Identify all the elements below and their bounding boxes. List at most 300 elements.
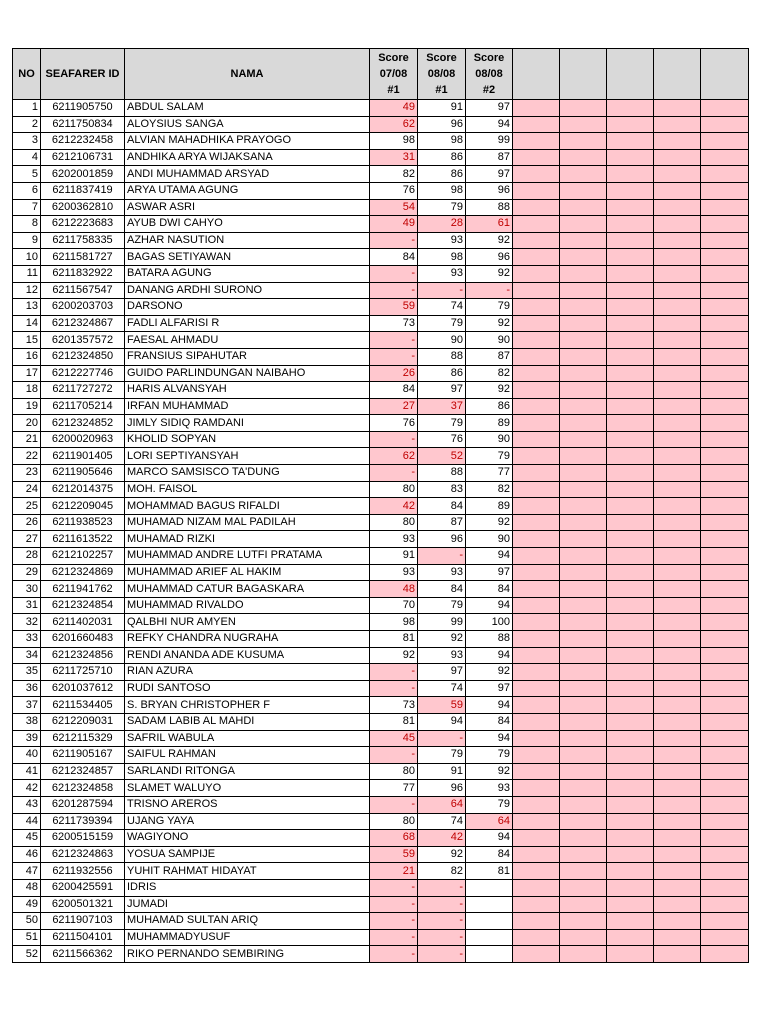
cell-empty[interactable] (654, 564, 701, 581)
cell-empty[interactable] (560, 465, 607, 482)
cell-score-0708-1[interactable]: - (370, 332, 418, 349)
cell-score-0708-1[interactable]: 92 (370, 647, 418, 664)
cell-score-0808-1[interactable]: 96 (418, 531, 466, 548)
cell-empty[interactable] (513, 830, 560, 847)
cell-score-0808-1[interactable]: 52 (418, 448, 466, 465)
cell-empty[interactable] (607, 182, 654, 199)
cell-empty[interactable] (607, 166, 654, 183)
cell-empty[interactable] (560, 879, 607, 896)
cell-score-0808-1[interactable]: 91 (418, 100, 466, 117)
cell-score-0808-2[interactable]: 77 (466, 465, 513, 482)
cell-seafarer-id[interactable]: 6211832922 (41, 265, 125, 282)
cell-empty[interactable] (607, 299, 654, 316)
cell-empty[interactable] (513, 133, 560, 150)
cell-empty[interactable] (607, 780, 654, 797)
cell-score-0708-1[interactable]: - (370, 929, 418, 946)
cell-nama[interactable]: RIAN AZURA (125, 664, 370, 681)
cell-empty[interactable] (701, 498, 749, 515)
cell-nama[interactable]: SAIFUL RAHMAN (125, 747, 370, 764)
cell-nama[interactable]: HARIS ALVANSYAH (125, 382, 370, 399)
cell-seafarer-id[interactable]: 6211727272 (41, 382, 125, 399)
cell-empty[interactable] (607, 846, 654, 863)
cell-empty[interactable] (654, 913, 701, 930)
cell-score-0808-1[interactable]: - (418, 548, 466, 565)
cell-nama[interactable]: ANDHIKA ARYA WIJAKSANA (125, 149, 370, 166)
cell-score-0808-1[interactable]: - (418, 730, 466, 747)
cell-score-0808-1[interactable]: 96 (418, 116, 466, 133)
cell-empty[interactable] (560, 100, 607, 117)
cell-seafarer-id[interactable]: 6212324857 (41, 763, 125, 780)
cell-no[interactable]: 40 (13, 747, 41, 764)
cell-empty[interactable] (607, 332, 654, 349)
cell-empty[interactable] (701, 614, 749, 631)
cell-score-0808-1[interactable]: 87 (418, 514, 466, 531)
cell-empty[interactable] (607, 365, 654, 382)
cell-no[interactable]: 30 (13, 581, 41, 598)
cell-no[interactable]: 8 (13, 216, 41, 233)
cell-empty[interactable] (701, 929, 749, 946)
cell-empty[interactable] (513, 564, 560, 581)
cell-score-0808-2[interactable] (466, 946, 513, 963)
cell-nama[interactable]: RUDI SANTOSO (125, 680, 370, 697)
cell-empty[interactable] (560, 730, 607, 747)
cell-seafarer-id[interactable]: 6211932556 (41, 863, 125, 880)
cell-empty[interactable] (701, 780, 749, 797)
header-empty[interactable] (607, 49, 654, 100)
cell-nama[interactable]: ASWAR ASRI (125, 199, 370, 216)
cell-score-0808-2[interactable]: 84 (466, 713, 513, 730)
cell-empty[interactable] (701, 149, 749, 166)
cell-no[interactable]: 43 (13, 796, 41, 813)
cell-empty[interactable] (513, 531, 560, 548)
cell-empty[interactable] (701, 564, 749, 581)
cell-score-0808-2[interactable]: - (466, 282, 513, 299)
cell-empty[interactable] (701, 548, 749, 565)
cell-score-0808-1[interactable]: 97 (418, 664, 466, 681)
cell-empty[interactable] (701, 796, 749, 813)
cell-empty[interactable] (701, 846, 749, 863)
cell-empty[interactable] (607, 713, 654, 730)
cell-score-0808-1[interactable]: 93 (418, 232, 466, 249)
cell-score-0808-2[interactable]: 81 (466, 863, 513, 880)
cell-empty[interactable] (560, 498, 607, 515)
cell-no[interactable]: 50 (13, 913, 41, 930)
cell-seafarer-id[interactable]: 6211739394 (41, 813, 125, 830)
cell-score-0808-1[interactable]: 74 (418, 680, 466, 697)
cell-empty[interactable] (654, 697, 701, 714)
cell-empty[interactable] (513, 348, 560, 365)
cell-seafarer-id[interactable]: 6200515159 (41, 830, 125, 847)
cell-empty[interactable] (607, 398, 654, 415)
cell-score-0708-1[interactable]: 62 (370, 448, 418, 465)
cell-empty[interactable] (654, 713, 701, 730)
cell-empty[interactable] (560, 830, 607, 847)
cell-empty[interactable] (607, 664, 654, 681)
cell-score-0708-1[interactable]: 91 (370, 548, 418, 565)
cell-no[interactable]: 29 (13, 564, 41, 581)
cell-score-0808-2[interactable]: 96 (466, 182, 513, 199)
header-empty[interactable] (701, 49, 749, 100)
cell-empty[interactable] (560, 664, 607, 681)
cell-no[interactable]: 1 (13, 100, 41, 117)
cell-empty[interactable] (560, 531, 607, 548)
cell-score-0808-1[interactable]: 93 (418, 564, 466, 581)
cell-score-0808-2[interactable]: 79 (466, 299, 513, 316)
cell-score-0808-1[interactable]: 98 (418, 249, 466, 266)
cell-empty[interactable] (513, 697, 560, 714)
cell-score-0708-1[interactable]: 98 (370, 133, 418, 150)
cell-empty[interactable] (560, 747, 607, 764)
cell-empty[interactable] (607, 465, 654, 482)
cell-empty[interactable] (513, 498, 560, 515)
cell-empty[interactable] (701, 133, 749, 150)
cell-score-0708-1[interactable]: 70 (370, 597, 418, 614)
cell-empty[interactable] (654, 299, 701, 316)
cell-nama[interactable]: SLAMET WALUYO (125, 780, 370, 797)
cell-empty[interactable] (654, 846, 701, 863)
cell-empty[interactable] (607, 813, 654, 830)
cell-score-0808-2[interactable]: 92 (466, 315, 513, 332)
cell-score-0808-2[interactable]: 92 (466, 265, 513, 282)
cell-nama[interactable]: REFKY CHANDRA NUGRAHA (125, 631, 370, 648)
cell-seafarer-id[interactable]: 6211613522 (41, 531, 125, 548)
cell-no[interactable]: 26 (13, 514, 41, 531)
cell-score-0808-2[interactable]: 94 (466, 730, 513, 747)
cell-empty[interactable] (513, 249, 560, 266)
cell-score-0708-1[interactable]: 73 (370, 697, 418, 714)
cell-empty[interactable] (513, 647, 560, 664)
cell-score-0808-1[interactable]: 74 (418, 813, 466, 830)
cell-empty[interactable] (513, 514, 560, 531)
header-score-0808-2[interactable] (466, 49, 513, 100)
cell-empty[interactable] (607, 863, 654, 880)
cell-score-0708-1[interactable]: 76 (370, 415, 418, 432)
cell-empty[interactable] (654, 514, 701, 531)
cell-empty[interactable] (607, 116, 654, 133)
cell-empty[interactable] (701, 581, 749, 598)
cell-empty[interactable] (607, 415, 654, 432)
cell-score-0708-1[interactable]: 62 (370, 116, 418, 133)
cell-score-0808-2[interactable]: 92 (466, 514, 513, 531)
cell-nama[interactable]: BATARA AGUNG (125, 265, 370, 282)
cell-empty[interactable] (654, 531, 701, 548)
cell-empty[interactable] (701, 879, 749, 896)
cell-no[interactable]: 48 (13, 879, 41, 896)
cell-score-0808-2[interactable]: 88 (466, 199, 513, 216)
cell-score-0708-1[interactable]: 59 (370, 846, 418, 863)
cell-empty[interactable] (560, 564, 607, 581)
cell-seafarer-id[interactable]: 6212232458 (41, 133, 125, 150)
cell-no[interactable]: 51 (13, 929, 41, 946)
cell-empty[interactable] (607, 531, 654, 548)
header-empty[interactable] (560, 49, 607, 100)
cell-no[interactable]: 45 (13, 830, 41, 847)
cell-score-0708-1[interactable]: - (370, 465, 418, 482)
cell-score-0808-1[interactable]: 79 (418, 597, 466, 614)
cell-score-0808-1[interactable]: - (418, 896, 466, 913)
cell-score-0808-1[interactable]: 74 (418, 299, 466, 316)
cell-empty[interactable] (513, 365, 560, 382)
cell-score-0808-2[interactable]: 87 (466, 348, 513, 365)
header-seafarer-id[interactable]: SEAFARER ID (41, 49, 125, 100)
cell-empty[interactable] (607, 697, 654, 714)
cell-empty[interactable] (607, 514, 654, 531)
cell-empty[interactable] (701, 597, 749, 614)
cell-score-0808-1[interactable]: 91 (418, 763, 466, 780)
cell-no[interactable]: 23 (13, 465, 41, 482)
cell-score-0708-1[interactable]: - (370, 680, 418, 697)
header-empty[interactable] (513, 49, 560, 100)
cell-score-0808-1[interactable]: 42 (418, 830, 466, 847)
cell-score-0808-2[interactable]: 61 (466, 216, 513, 233)
cell-no[interactable]: 47 (13, 863, 41, 880)
cell-empty[interactable] (560, 780, 607, 797)
cell-empty[interactable] (513, 796, 560, 813)
cell-score-0808-2[interactable]: 94 (466, 597, 513, 614)
cell-seafarer-id[interactable]: 6211758335 (41, 232, 125, 249)
cell-empty[interactable] (654, 216, 701, 233)
cell-empty[interactable] (607, 382, 654, 399)
cell-empty[interactable] (513, 631, 560, 648)
cell-seafarer-id[interactable]: 6212324852 (41, 415, 125, 432)
cell-nama[interactable]: MUHAMMAD CATUR BAGASKARA (125, 581, 370, 598)
cell-nama[interactable]: ABDUL SALAM (125, 100, 370, 117)
cell-score-0808-1[interactable]: 93 (418, 647, 466, 664)
cell-empty[interactable] (560, 946, 607, 963)
cell-empty[interactable] (513, 431, 560, 448)
cell-empty[interactable] (607, 282, 654, 299)
cell-nama[interactable]: S. BRYAN CHRISTOPHER F (125, 697, 370, 714)
cell-score-0808-1[interactable]: 82 (418, 863, 466, 880)
cell-score-0808-1[interactable]: 88 (418, 465, 466, 482)
cell-empty[interactable] (513, 481, 560, 498)
cell-score-0808-2[interactable]: 96 (466, 249, 513, 266)
cell-score-0808-2[interactable]: 94 (466, 830, 513, 847)
cell-empty[interactable] (560, 597, 607, 614)
cell-empty[interactable] (607, 249, 654, 266)
cell-nama[interactable]: ALVIAN MAHADHIKA PRAYOGO (125, 133, 370, 150)
cell-score-0808-1[interactable]: 79 (418, 747, 466, 764)
cell-score-0708-1[interactable]: - (370, 796, 418, 813)
cell-empty[interactable] (701, 747, 749, 764)
cell-nama[interactable]: YOSUA SAMPIJE (125, 846, 370, 863)
cell-empty[interactable] (701, 946, 749, 963)
cell-empty[interactable] (560, 514, 607, 531)
cell-no[interactable]: 41 (13, 763, 41, 780)
header-empty[interactable] (654, 49, 701, 100)
cell-score-0808-1[interactable]: 93 (418, 265, 466, 282)
cell-empty[interactable] (654, 597, 701, 614)
cell-score-0708-1[interactable]: 81 (370, 713, 418, 730)
cell-empty[interactable] (701, 664, 749, 681)
cell-empty[interactable] (654, 332, 701, 349)
cell-seafarer-id[interactable]: 6211534405 (41, 697, 125, 714)
cell-score-0708-1[interactable]: 93 (370, 564, 418, 581)
cell-empty[interactable] (654, 730, 701, 747)
cell-seafarer-id[interactable]: 6200501321 (41, 896, 125, 913)
cell-score-0808-1[interactable]: 90 (418, 332, 466, 349)
cell-empty[interactable] (701, 730, 749, 747)
cell-nama[interactable]: LORI SEPTIYANSYAH (125, 448, 370, 465)
cell-no[interactable]: 10 (13, 249, 41, 266)
cell-empty[interactable] (513, 863, 560, 880)
cell-empty[interactable] (654, 166, 701, 183)
cell-nama[interactable]: AZHAR NASUTION (125, 232, 370, 249)
cell-score-0808-2[interactable]: 84 (466, 846, 513, 863)
cell-no[interactable]: 7 (13, 199, 41, 216)
cell-empty[interactable] (701, 481, 749, 498)
cell-no[interactable]: 32 (13, 614, 41, 631)
cell-nama[interactable]: KHOLID SOPYAN (125, 431, 370, 448)
cell-empty[interactable] (560, 216, 607, 233)
cell-no[interactable]: 15 (13, 332, 41, 349)
cell-score-0808-1[interactable]: 37 (418, 398, 466, 415)
cell-score-0708-1[interactable]: 84 (370, 382, 418, 399)
cell-empty[interactable] (513, 382, 560, 399)
cell-empty[interactable] (513, 232, 560, 249)
cell-empty[interactable] (607, 763, 654, 780)
cell-no[interactable]: 42 (13, 780, 41, 797)
cell-nama[interactable]: MUHAMMAD ANDRE LUTFI PRATAMA (125, 548, 370, 565)
cell-empty[interactable] (560, 199, 607, 216)
cell-no[interactable]: 3 (13, 133, 41, 150)
cell-seafarer-id[interactable]: 6211581727 (41, 249, 125, 266)
cell-seafarer-id[interactable]: 6211750834 (41, 116, 125, 133)
cell-empty[interactable] (513, 299, 560, 316)
cell-score-0808-2[interactable]: 79 (466, 796, 513, 813)
header-nama[interactable]: NAMA (125, 49, 370, 100)
cell-no[interactable]: 20 (13, 415, 41, 432)
cell-no[interactable]: 33 (13, 631, 41, 648)
cell-score-0808-2[interactable]: 94 (466, 548, 513, 565)
cell-empty[interactable] (513, 149, 560, 166)
cell-score-0708-1[interactable]: - (370, 265, 418, 282)
cell-empty[interactable] (654, 498, 701, 515)
cell-score-0708-1[interactable]: 77 (370, 780, 418, 797)
cell-no[interactable]: 34 (13, 647, 41, 664)
cell-score-0708-1[interactable]: - (370, 431, 418, 448)
cell-empty[interactable] (701, 896, 749, 913)
cell-seafarer-id[interactable]: 6212324854 (41, 597, 125, 614)
cell-nama[interactable]: MOH. FAISOL (125, 481, 370, 498)
cell-seafarer-id[interactable]: 6211705214 (41, 398, 125, 415)
cell-empty[interactable] (654, 199, 701, 216)
cell-empty[interactable] (560, 581, 607, 598)
cell-empty[interactable] (701, 531, 749, 548)
cell-score-0708-1[interactable]: 42 (370, 498, 418, 515)
cell-empty[interactable] (560, 232, 607, 249)
cell-score-0808-2[interactable]: 92 (466, 664, 513, 681)
cell-no[interactable]: 17 (13, 365, 41, 382)
cell-empty[interactable] (701, 282, 749, 299)
cell-empty[interactable] (513, 913, 560, 930)
cell-score-0808-1[interactable]: - (418, 929, 466, 946)
cell-score-0808-2[interactable]: 88 (466, 631, 513, 648)
cell-seafarer-id[interactable]: 6201287594 (41, 796, 125, 813)
cell-empty[interactable] (654, 315, 701, 332)
cell-score-0808-1[interactable]: 84 (418, 581, 466, 598)
cell-no[interactable]: 31 (13, 597, 41, 614)
cell-empty[interactable] (560, 299, 607, 316)
cell-score-0808-2[interactable]: 94 (466, 116, 513, 133)
cell-empty[interactable] (701, 265, 749, 282)
cell-score-0808-1[interactable]: - (418, 946, 466, 963)
cell-seafarer-id[interactable]: 6211907103 (41, 913, 125, 930)
cell-empty[interactable] (607, 647, 654, 664)
cell-score-0708-1[interactable]: - (370, 232, 418, 249)
cell-empty[interactable] (654, 581, 701, 598)
cell-empty[interactable] (701, 465, 749, 482)
cell-score-0808-2[interactable]: 99 (466, 133, 513, 150)
cell-score-0708-1[interactable]: 81 (370, 631, 418, 648)
cell-nama[interactable]: GUIDO PARLINDUNGAN NAIBAHO (125, 365, 370, 382)
cell-empty[interactable] (701, 365, 749, 382)
cell-empty[interactable] (513, 747, 560, 764)
cell-empty[interactable] (560, 149, 607, 166)
cell-empty[interactable] (513, 448, 560, 465)
cell-score-0708-1[interactable]: 27 (370, 398, 418, 415)
cell-nama[interactable]: MUHAMMAD RIVALDO (125, 597, 370, 614)
cell-empty[interactable] (701, 398, 749, 415)
cell-empty[interactable] (513, 879, 560, 896)
cell-nama[interactable]: TRISNO AREROS (125, 796, 370, 813)
cell-empty[interactable] (701, 382, 749, 399)
cell-score-0808-1[interactable]: 28 (418, 216, 466, 233)
cell-empty[interactable] (654, 282, 701, 299)
cell-empty[interactable] (701, 166, 749, 183)
cell-empty[interactable] (513, 780, 560, 797)
cell-empty[interactable] (513, 597, 560, 614)
cell-score-0808-2[interactable]: 84 (466, 581, 513, 598)
cell-score-0708-1[interactable]: - (370, 896, 418, 913)
cell-empty[interactable] (701, 199, 749, 216)
cell-empty[interactable] (654, 232, 701, 249)
cell-score-0808-1[interactable]: 83 (418, 481, 466, 498)
cell-empty[interactable] (513, 332, 560, 349)
cell-empty[interactable] (560, 796, 607, 813)
header-no[interactable]: NO (13, 49, 41, 100)
cell-no[interactable]: 28 (13, 548, 41, 565)
cell-empty[interactable] (607, 315, 654, 332)
cell-no[interactable]: 11 (13, 265, 41, 282)
cell-score-0808-1[interactable]: 98 (418, 133, 466, 150)
cell-empty[interactable] (560, 548, 607, 565)
cell-nama[interactable]: MUHAMAD SULTAN ARIQ (125, 913, 370, 930)
cell-empty[interactable] (513, 398, 560, 415)
cell-score-0708-1[interactable]: 49 (370, 216, 418, 233)
cell-score-0708-1[interactable]: - (370, 747, 418, 764)
cell-empty[interactable] (560, 282, 607, 299)
cell-nama[interactable]: MUHAMAD NIZAM MAL PADILAH (125, 514, 370, 531)
cell-nama[interactable]: DANANG ARDHI SURONO (125, 282, 370, 299)
cell-empty[interactable] (560, 116, 607, 133)
cell-score-0708-1[interactable]: 84 (370, 249, 418, 266)
cell-empty[interactable] (513, 465, 560, 482)
cell-seafarer-id[interactable]: 6211938523 (41, 514, 125, 531)
cell-empty[interactable] (701, 631, 749, 648)
cell-empty[interactable] (654, 747, 701, 764)
cell-empty[interactable] (513, 199, 560, 216)
cell-empty[interactable] (654, 348, 701, 365)
cell-empty[interactable] (701, 763, 749, 780)
cell-nama[interactable]: ARYA UTAMA AGUNG (125, 182, 370, 199)
cell-score-0708-1[interactable]: 48 (370, 581, 418, 598)
cell-no[interactable]: 18 (13, 382, 41, 399)
cell-empty[interactable] (560, 133, 607, 150)
cell-nama[interactable]: JIMLY SIDIQ RAMDANI (125, 415, 370, 432)
cell-empty[interactable] (654, 465, 701, 482)
cell-score-0808-2[interactable]: 92 (466, 232, 513, 249)
